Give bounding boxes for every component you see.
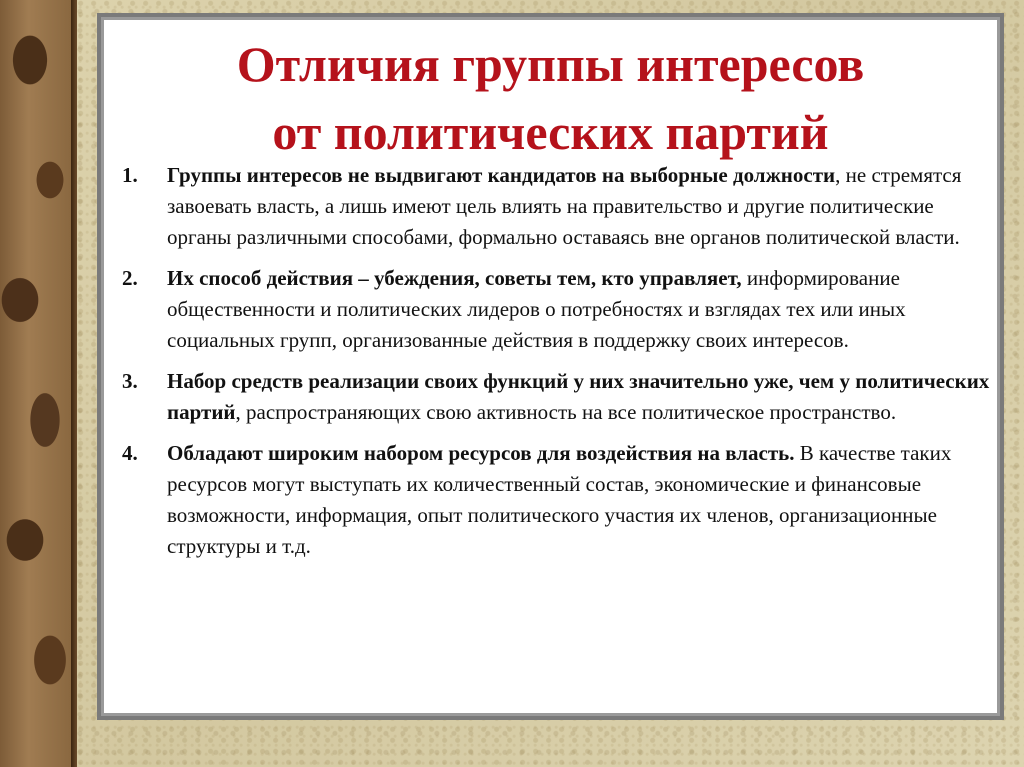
list-item-bold-text: Обладают широким набором ресурсов для воздействия на власть. xyxy=(167,441,795,465)
decorative-left-strip xyxy=(0,0,71,767)
slide-title-line1: Отличия группы интересов xyxy=(236,36,865,92)
list-item xyxy=(122,438,992,562)
slide-frame xyxy=(97,13,1004,720)
list-item-number: 3. xyxy=(122,369,138,393)
list-item-text: , распространяющих свою активность на все политическое пространство. xyxy=(235,400,897,424)
list-item-text: , не стремятся завоевать власть, а лишь имеют цель влиять на правительство и другие политические органы различными способами, формально оставаясь вне органов политической власти. xyxy=(167,163,962,249)
list-item-bold-text: Их способ действия – убеждения, советы тем, кто управляет, xyxy=(167,266,742,290)
differences-list xyxy=(122,160,992,572)
slide-title-line2: от политических партий xyxy=(272,104,829,160)
list-item xyxy=(122,366,992,428)
decorative-strip-edge xyxy=(71,0,77,767)
list-item-number: 2. xyxy=(122,266,138,290)
list-item-bold-text: Набор средств реализации своих функций у них значительно уже, чем у политических партий xyxy=(167,369,990,424)
slide-title xyxy=(104,30,997,166)
list-item xyxy=(122,263,992,356)
list-item xyxy=(122,160,992,253)
list-item-number: 4. xyxy=(122,441,138,465)
list-item-bold-text: Группы интересов не выдвигают кандидатов на выборные должности xyxy=(167,163,836,187)
list-item-text: информирование общественности и политических лидеров о потребностях и взглядах тех или иных социальных групп, организованные действия в поддержку своих интересов. xyxy=(167,266,906,352)
list-item-text: В качестве таких ресурсов могут выступать их количественный состав, экономические и финансовые возможности, информация, опыт политического участия их членов, организационные структуры и т.д. xyxy=(167,441,952,558)
slide-content-area xyxy=(101,17,1000,716)
list-item-number: 1. xyxy=(122,163,138,187)
